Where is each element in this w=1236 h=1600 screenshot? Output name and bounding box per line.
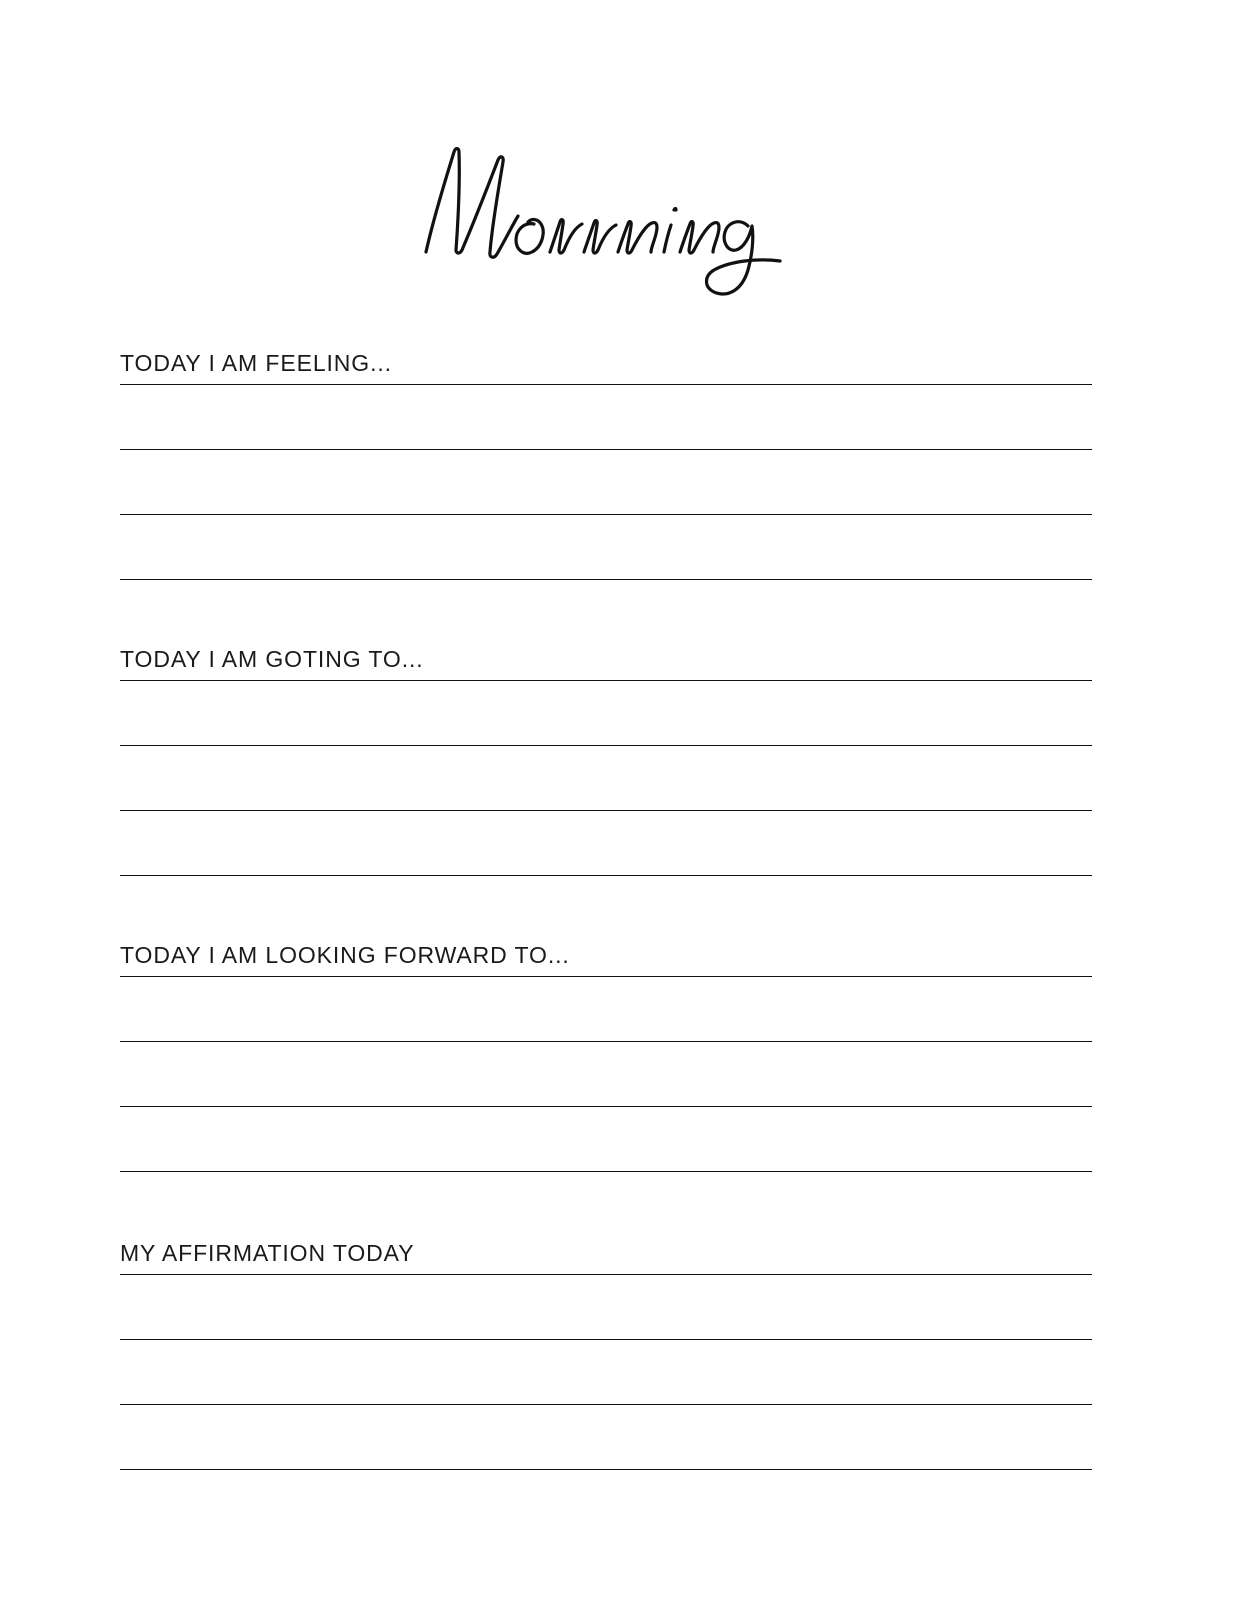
line-spacer [120,1275,1092,1339]
line-spacer [120,1340,1092,1404]
write-line[interactable] [120,875,1092,876]
write-line[interactable] [120,579,1092,580]
line-spacer [120,681,1092,745]
line-spacer [120,811,1092,875]
section-going-to [120,648,1092,876]
section-label-affirmation: MY AFFIRMATION TODAY [120,1240,415,1266]
write-line[interactable] [120,1171,1092,1172]
write-line[interactable] [120,1469,1092,1470]
section-looking-forward [120,944,1092,1172]
line-spacer [120,1405,1092,1469]
page-title [0,130,1236,330]
section-label-looking-forward: TODAY I AM LOOKING FORWARD TO... [120,942,570,968]
line-spacer [120,746,1092,810]
line-spacer [120,977,1092,1041]
line-spacer [120,450,1092,514]
title-script-artwork [408,130,828,310]
section-label-going-to: TODAY I AM GOTING TO... [120,646,424,672]
section-affirmation [120,1242,1092,1470]
section-label-feeling: TODAY I AM FEELING... [120,350,392,376]
line-spacer [120,1107,1092,1171]
line-spacer [120,515,1092,579]
line-spacer [120,1042,1092,1106]
line-spacer [120,385,1092,449]
section-feeling [120,352,1092,580]
